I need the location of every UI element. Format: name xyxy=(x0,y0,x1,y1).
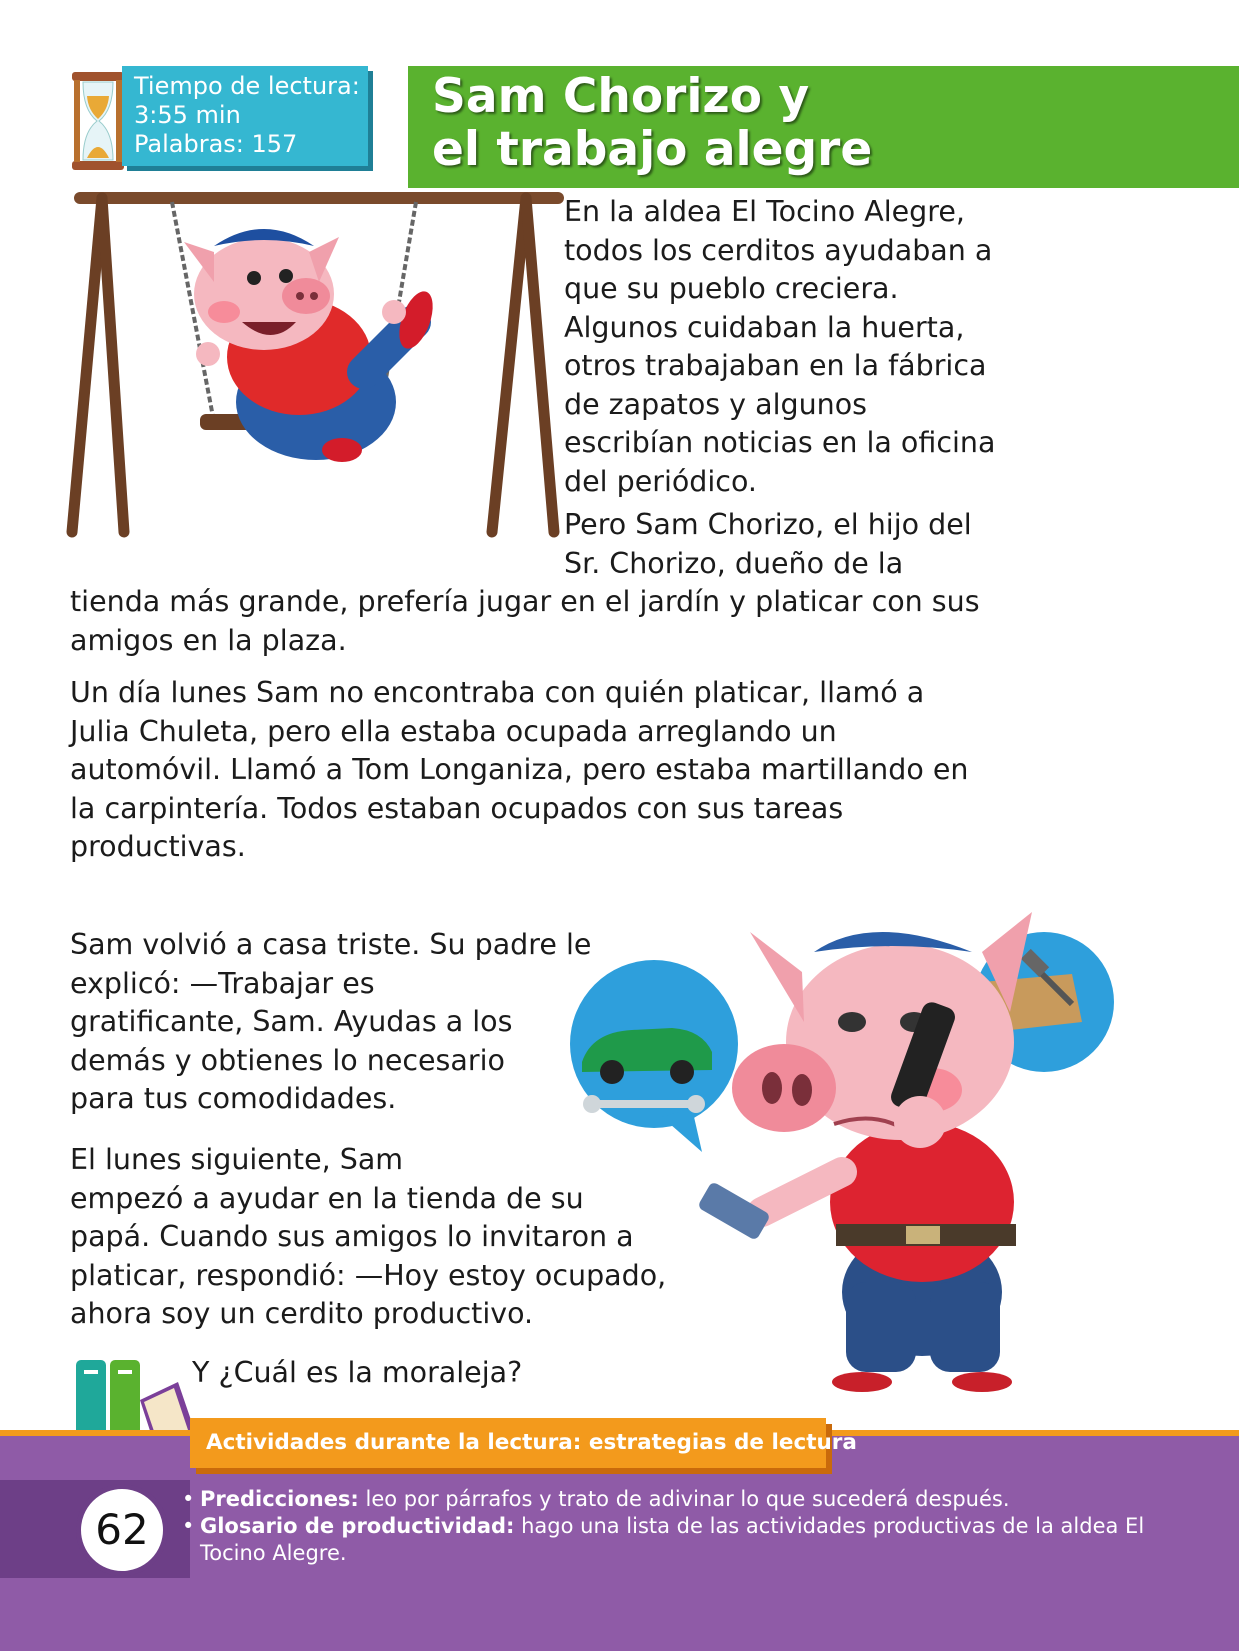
page-title xyxy=(432,70,1222,176)
text-line: Un día lunes Sam no encontraba con quién platicar, llamó a xyxy=(70,676,925,709)
text-line: escribían noticias en la oficina xyxy=(564,426,996,459)
text-line: Sr. Chorizo, dueño de la xyxy=(564,546,904,580)
pig-on-phone-illustration xyxy=(552,912,1122,1392)
text-line: empezó a ayudar en la tienda de su xyxy=(70,1181,584,1215)
text-line: ahora soy un cerdito productivo. xyxy=(70,1297,534,1330)
moral-question: Y ¿Cuál es la moraleja? xyxy=(192,1356,523,1389)
text-line: gratificante, Sam. Ayudas a los xyxy=(70,1005,513,1038)
text-line: platicar, respondió: —Hoy estoy ocupado, xyxy=(70,1258,667,1292)
activity-label: Predicciones: xyxy=(200,1487,359,1511)
text-line: demás y obtienes lo necesario xyxy=(70,1043,505,1077)
text-line: tienda más grande, prefería jugar en el jardín y platicar con sus xyxy=(70,585,980,618)
page-number: 62 xyxy=(76,1484,168,1576)
word-count: Palabras: 157 xyxy=(134,130,298,158)
activity-item xyxy=(180,1486,1210,1513)
activities-list xyxy=(180,1486,1210,1567)
text-line: En la aldea El Tocino Alegre, xyxy=(564,195,965,228)
activity-text: hago una lista de las actividades productivas de la aldea El Tocino Alegre. xyxy=(200,1514,1145,1565)
reading-time-value: 3:55 min xyxy=(134,101,241,129)
paragraph-2 xyxy=(70,506,980,660)
text-line: Algunos cuidaban la huerta, xyxy=(564,310,965,344)
text-line: del periódico. xyxy=(564,464,757,498)
reading-info-box xyxy=(122,66,368,166)
text-line: otros trabajaban en la fábrica xyxy=(564,349,987,382)
text-line: de zapatos y algunos xyxy=(564,387,867,421)
text-line: Pero Sam Chorizo, el hijo del xyxy=(564,508,972,541)
activity-label: Glosario de productividad: xyxy=(200,1514,515,1538)
text-line: Julia Chuleta, pero ella estaba ocupada arreglando un xyxy=(70,714,837,748)
text-line: papá. Cuando sus amigos lo invitaron a xyxy=(70,1220,634,1253)
title-line-2: el trabajo alegre xyxy=(432,122,873,177)
text-line: para tus comodidades. xyxy=(70,1082,397,1115)
reading-time-label: Tiempo de lectura: xyxy=(134,72,360,100)
text-line: la carpintería. Todos estaban ocupados con sus tareas xyxy=(70,791,844,825)
activity-text: leo por párrafos y trato de adivinar lo que sucederá después. xyxy=(358,1487,1010,1511)
text-line: Sam volvió a casa triste. Su padre le xyxy=(70,928,592,961)
activity-item xyxy=(180,1513,1210,1567)
title-line-1: Sam Chorizo y xyxy=(432,69,810,124)
text-line: automóvil. Llamó a Tom Longaniza, pero estaba martillando en xyxy=(70,753,969,786)
paragraph-3 xyxy=(70,674,968,867)
paragraph-4 xyxy=(70,926,591,1119)
text-line: que su pueblo creciera. xyxy=(564,272,899,305)
text-line: productivas. xyxy=(70,830,246,863)
activities-title: Actividades durante la lectura: estrategias de lectura xyxy=(190,1418,826,1468)
text-line: explicó: —Trabajar es xyxy=(70,966,375,1000)
paragraph-1 xyxy=(564,193,995,501)
text-line: amigos en la plaza. xyxy=(70,623,347,657)
text-line: El lunes siguiente, Sam xyxy=(70,1143,404,1176)
hourglass-icon xyxy=(70,72,126,170)
text-line: todos los cerditos ayudaban a xyxy=(564,233,993,267)
